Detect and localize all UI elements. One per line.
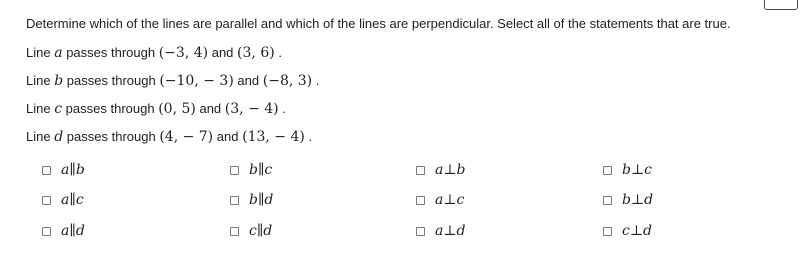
line-and: and (199, 101, 222, 116)
line-prefix: Line (26, 129, 51, 144)
checkbox[interactable] (230, 166, 239, 175)
line-prefix: Line (26, 73, 51, 88)
line-middle: passes through (66, 129, 156, 144)
point-2: (3, − 4) (224, 101, 279, 117)
option-b-perpendicular-d[interactable] (603, 192, 653, 208)
checkbox[interactable] (42, 166, 51, 175)
option-a-parallel-b[interactable] (42, 162, 85, 178)
option-label: a∥d (61, 223, 85, 239)
checkbox[interactable] (230, 227, 239, 236)
point-1: (4, − 7) (159, 129, 214, 145)
point-2: (−8, 3) (262, 73, 313, 89)
point-2: (13, − 4) (242, 129, 305, 145)
line-prefix: Line (26, 101, 51, 116)
option-b-perpendicular-c[interactable] (603, 162, 652, 178)
checkbox[interactable] (603, 227, 612, 236)
line-end: . (278, 45, 282, 60)
line-middle: passes through (66, 73, 156, 88)
option-b-parallel-d[interactable] (230, 192, 273, 208)
option-label: c∥d (249, 223, 273, 239)
option-a-perpendicular-b[interactable] (416, 162, 465, 178)
option-a-perpendicular-c[interactable] (416, 192, 464, 208)
checkbox[interactable] (416, 196, 425, 205)
line-name: c (54, 101, 63, 117)
question-prompt: Determine which of the lines are parallel and which of the lines are perpendicular. Select all of the statements that are true. (26, 16, 731, 31)
option-label: a∥c (61, 192, 84, 208)
point-2: (3, 6) (237, 45, 275, 61)
line-and: and (237, 73, 260, 88)
point-1: (−10, − 3) (159, 73, 234, 89)
option-label: b∥d (249, 192, 274, 208)
checkbox[interactable] (416, 227, 425, 236)
option-label: c⊥d (622, 223, 652, 239)
line-and: and (216, 129, 239, 144)
checkbox[interactable] (42, 196, 51, 205)
line-middle: passes through (66, 45, 156, 60)
point-1: (0, 5) (158, 101, 196, 117)
option-label: b∥c (249, 162, 273, 178)
point-1: (−3, 4) (158, 45, 209, 61)
option-label: a⊥d (435, 223, 466, 239)
line-middle: passes through (65, 101, 155, 116)
option-c-perpendicular-d[interactable] (603, 223, 652, 239)
checkbox[interactable] (416, 166, 425, 175)
option-label: a⊥b (435, 162, 466, 178)
checkbox[interactable] (603, 196, 612, 205)
checkbox[interactable] (230, 196, 239, 205)
line-name: b (54, 73, 64, 89)
option-label: b⊥d (622, 192, 654, 208)
line-and: and (211, 45, 234, 60)
option-a-parallel-c[interactable] (42, 192, 84, 208)
line-prefix: Line (26, 45, 51, 60)
line-end: . (308, 129, 313, 144)
line-end: . (282, 101, 286, 116)
option-b-parallel-c[interactable] (230, 162, 272, 178)
line-name: a (54, 45, 63, 61)
option-label: b⊥c (622, 162, 652, 178)
option-label: a∥b (61, 162, 85, 178)
option-label: a⊥c (435, 192, 465, 208)
option-a-perpendicular-d[interactable] (416, 223, 465, 239)
checkbox[interactable] (603, 166, 612, 175)
checkbox[interactable] (42, 227, 51, 236)
option-a-parallel-d[interactable] (42, 223, 85, 239)
line-end: . (315, 73, 320, 88)
line-name: d (54, 129, 64, 145)
option-c-parallel-d[interactable] (230, 223, 272, 239)
